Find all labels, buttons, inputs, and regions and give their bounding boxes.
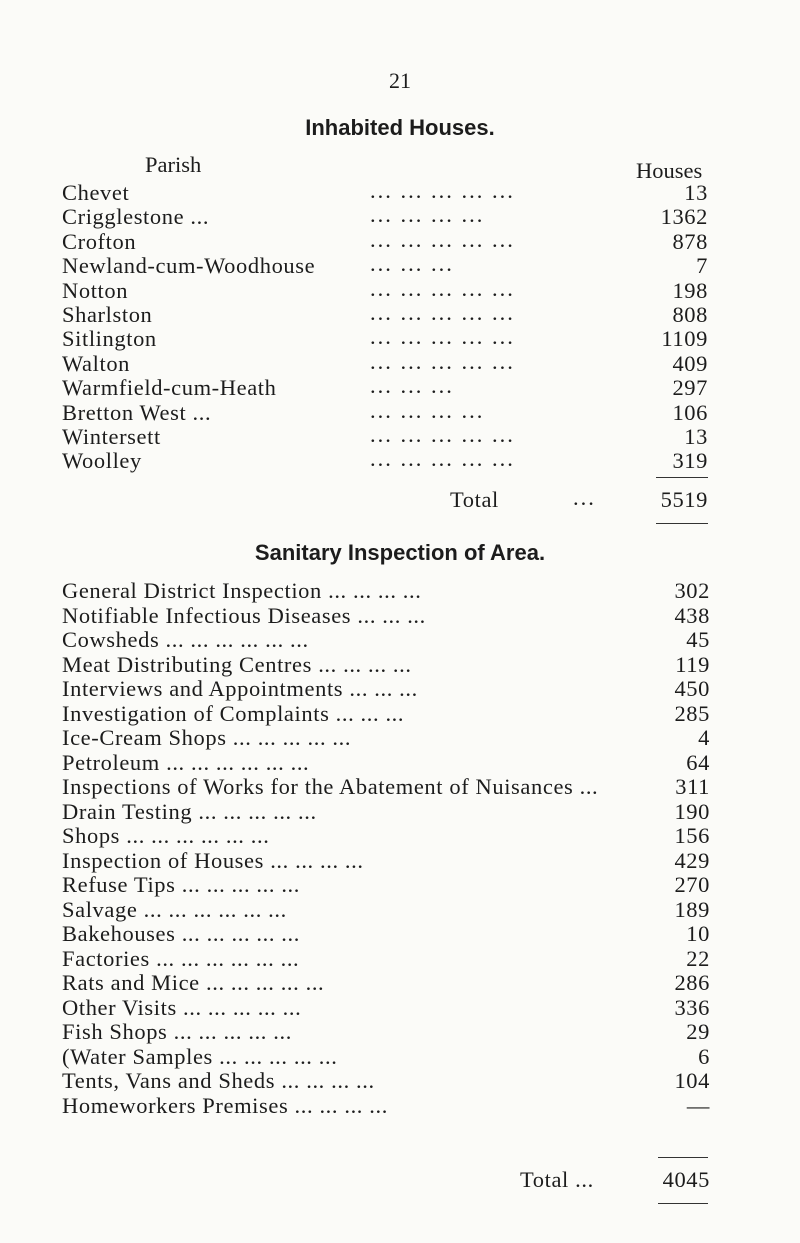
inspection-count: 190 (674, 798, 710, 824)
inspection-count: 4 (698, 725, 710, 750)
dot-leader: ... ... ... ... ... (370, 348, 515, 374)
parish-name: Crofton (62, 228, 137, 254)
inspection-total-label: Total ... (520, 1167, 594, 1192)
inspection-count: 104 (674, 1068, 710, 1093)
inspection-label: Factories ... ... ... ... ... ... (62, 945, 300, 971)
inspection-total-rule-top (658, 1157, 708, 1158)
inspection-count: — (686, 1092, 710, 1118)
inspection-count: 45 (686, 627, 710, 652)
houses-total-label: Total (450, 487, 499, 512)
dot-leader: ... ... ... ... ... (370, 226, 515, 252)
inspection-label: Bakehouses ... ... ... ... ... (62, 921, 300, 946)
dot-leader: ... ... ... (370, 251, 454, 277)
inspection-count: 29 (686, 1019, 710, 1044)
inspection-label: Drain Testing ... ... ... ... ... (62, 798, 317, 824)
inspection-label: Inspections of Works for the Abatement of Nuisances ... (62, 774, 599, 799)
houses-count: 13 (684, 424, 708, 449)
inspection-total-row (0, 1167, 800, 1195)
table-row (0, 448, 800, 476)
inspection-count: 22 (686, 945, 710, 971)
inspection-label: Refuse Tips ... ... ... ... ... (62, 872, 301, 897)
inspection-count: 302 (674, 578, 710, 603)
inspection-count: 438 (674, 602, 710, 628)
inspection-label: Fish Shops ... ... ... ... ... (62, 1019, 292, 1044)
inspection-total-value: 4045 (662, 1167, 710, 1192)
parish-name: Notton (62, 277, 129, 303)
inspection-label: Salvage ... ... ... ... ... ... (62, 896, 287, 922)
table-row (0, 1093, 800, 1121)
inspection-count: 156 (674, 823, 710, 848)
inspection-count: 450 (674, 676, 710, 701)
inspection-label: Notifiable Infectious Diseases ... ... ... (62, 602, 426, 628)
inspection-count: 6 (698, 1043, 710, 1069)
column-header-parish: Parish (145, 152, 202, 177)
inspection-label: Tents, Vans and Sheds ... ... ... ... (62, 1068, 375, 1093)
houses-total-value: 5519 (660, 487, 708, 512)
total-rule-bottom (656, 523, 708, 524)
inspection-count: 64 (686, 749, 710, 775)
inspection-total-rule-bottom (658, 1203, 708, 1204)
inspection-label: Petroleum ... ... ... ... ... ... (62, 749, 310, 775)
houses-count: 1109 (661, 326, 708, 352)
inspection-label: Shops ... ... ... ... ... ... (62, 823, 270, 848)
inspection-label: Rats and Mice ... ... ... ... ... (62, 970, 325, 995)
houses-count: 409 (672, 350, 708, 376)
parish-name: Chevet (62, 180, 130, 205)
inspection-count: 285 (674, 700, 710, 726)
inspection-count: 270 (674, 872, 710, 897)
parish-name: Sitlington (62, 326, 157, 352)
inspection-label: Meat Distributing Centres ... ... ... ... (62, 651, 412, 677)
parish-name: Crigglestone ... (62, 204, 210, 230)
inspection-label: Inspection of Houses ... ... ... ... (62, 847, 364, 873)
parish-name: Walton (62, 350, 131, 376)
inspection-count: 119 (675, 651, 710, 677)
houses-count: 808 (672, 302, 708, 327)
inspection-count: 429 (674, 847, 710, 873)
column-header-houses: Houses (636, 158, 703, 183)
inspection-label: Other Visits ... ... ... ... ... (62, 994, 302, 1020)
inspection-count: 286 (674, 970, 710, 995)
inspection-label: Cowsheds ... ... ... ... ... ... (62, 627, 309, 652)
dot-leader: ... ... ... ... (370, 202, 485, 228)
inspection-label: Ice-Cream Shops ... ... ... ... ... (62, 725, 352, 750)
inspection-label: Investigation of Complaints ... ... ... (62, 700, 405, 726)
houses-title: Inhabited Houses. (305, 115, 495, 140)
parish-name: Newland-cum-Woodhouse (62, 253, 316, 279)
dot-leader: ... ... ... ... ... (370, 300, 515, 325)
dot-leader: ... ... ... ... ... (370, 275, 515, 301)
inspection-label: Homeworkers Premises ... ... ... ... (62, 1092, 388, 1118)
dot-leader: ... ... ... ... ... (370, 446, 515, 472)
houses-count: 319 (672, 448, 708, 474)
dot-leader: ... ... ... ... ... (370, 324, 515, 350)
inspection-count: 336 (674, 994, 710, 1020)
houses-count: 198 (672, 277, 708, 303)
inspection-count: 10 (686, 921, 710, 946)
inspection-count: 189 (674, 896, 710, 922)
parish-name: Wintersett (62, 424, 161, 449)
dot-leader: ... ... ... (370, 373, 454, 399)
parish-name: Bretton West ... (62, 399, 212, 425)
houses-count: 878 (672, 228, 708, 254)
inspection-title: Sanitary Inspection of Area. (254, 540, 546, 565)
dot-leader: ... ... ... ... ... (370, 422, 515, 447)
houses-count: 297 (672, 375, 708, 401)
houses-count: 13 (684, 180, 708, 205)
parish-name: Sharlston (62, 302, 153, 327)
dot-leader: ... ... ... ... (370, 397, 485, 423)
dot-leader: ... ... ... ... ... (370, 178, 515, 203)
houses-count: 106 (672, 399, 708, 425)
houses-count: 1362 (660, 204, 708, 230)
parish-name: Warmfield-cum-Heath (62, 375, 277, 401)
inspection-count: 311 (675, 774, 710, 799)
inspection-label: (Water Samples ... ... ... ... ... (62, 1043, 338, 1069)
page-number: 21 (389, 68, 411, 93)
total-rule-top (656, 477, 708, 478)
houses-total-leader: ... (573, 485, 596, 510)
houses-count: 7 (696, 253, 708, 279)
inspection-label: General District Inspection ... ... ... ... (62, 578, 422, 603)
inspection-label: Interviews and Appointments ... ... ... (62, 676, 418, 701)
houses-total-row (0, 487, 800, 515)
parish-name: Woolley (62, 448, 142, 474)
